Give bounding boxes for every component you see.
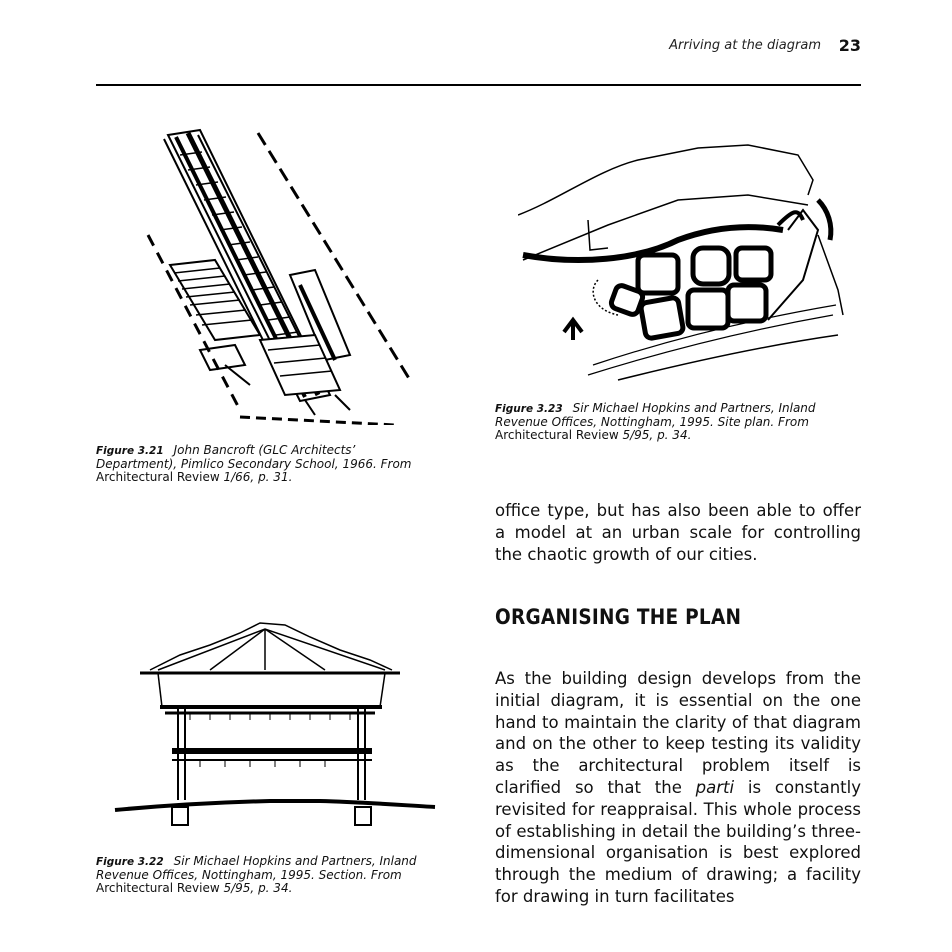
paragraph-text-part: As the building design develops from the initial diagram, it is essential on the one hand to maintain the clarity of that diagram and on the other to keep testing its validity as the architectural problem itself is clarified so that the xyxy=(495,669,861,797)
caption-text: John Bancroft (GLC Architects’ Department), Pimlico Secondary School, 1966. From xyxy=(96,443,412,471)
paragraph-text: office type, but has also been able to offer a model at an urban scale for controlling the chaotic growth of our cities. xyxy=(495,501,861,564)
caption-ref: 5/95, p. 34. xyxy=(618,428,692,442)
caption-ref: 1/66, p. 31. xyxy=(219,470,293,484)
caption-source: Architectural Review xyxy=(495,428,619,442)
caption-ref: 5/95, p. 34. xyxy=(219,881,293,895)
emphasis-parti: parti xyxy=(695,777,735,797)
figure-label: Figure 3.21 xyxy=(96,445,164,457)
header-rule xyxy=(96,84,861,86)
caption-text: Sir Michael Hopkins and Partners, Inland Revenue Offices, Nottingham, 1995. Section. From xyxy=(96,854,417,882)
running-title: Arriving at the diagram xyxy=(669,38,821,53)
caption-source: Architectural Review xyxy=(96,470,220,484)
figure-3-22-drawing xyxy=(110,615,440,840)
figure-3-23-drawing xyxy=(518,140,848,385)
page-number: 23 xyxy=(838,36,861,55)
body-paragraph-1 xyxy=(495,500,861,566)
paragraph-text xyxy=(495,668,861,908)
body-paragraph-2 xyxy=(495,668,861,908)
figure-3-21-drawing xyxy=(140,125,430,425)
paragraph-text-part: is constantly revisited for reappraisal. This whole process of establishing in detail the building’s three-dimensional organisation is best explored through the medium of drawing; a facility for drawing in turn facilitates xyxy=(495,777,861,906)
figure-3-22-caption xyxy=(96,855,446,895)
figure-label: Figure 3.22 xyxy=(96,856,164,868)
figure-3-21-caption xyxy=(96,444,426,484)
caption-source: Architectural Review xyxy=(96,881,220,895)
figure-3-23-caption xyxy=(495,402,845,442)
figure-label: Figure 3.23 xyxy=(495,403,563,415)
caption-text: Sir Michael Hopkins and Partners, Inland Revenue Offices, Nottingham, 1995. Site plan. From xyxy=(495,401,816,429)
section-heading: ORGANISING THE PLAN xyxy=(495,605,742,629)
page-header xyxy=(96,36,861,58)
